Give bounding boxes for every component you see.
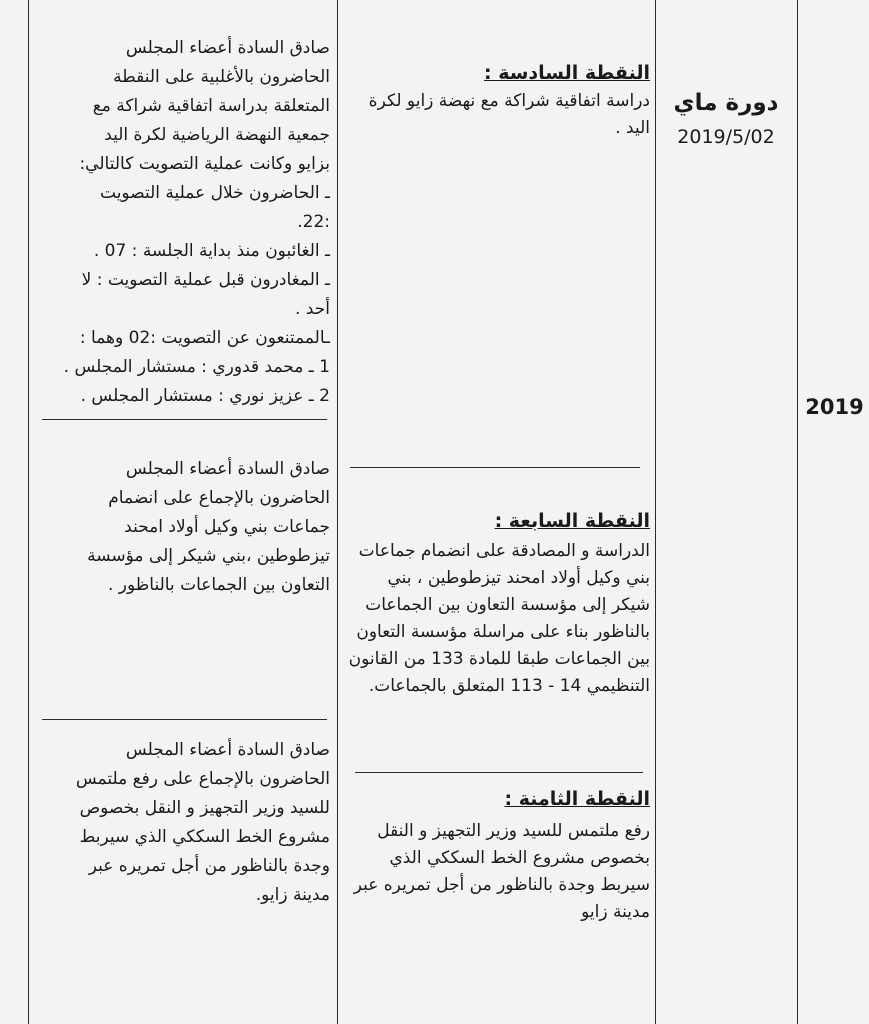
agenda-item-7 (345, 508, 650, 700)
decision-line: جماعات بني وكيل أولاد امحند (124, 517, 330, 537)
decision-line: ـ المغادرون قبل عملية التصويت : لا (81, 270, 330, 290)
session-date: 2019/5/02 (677, 126, 775, 148)
decision-line: صادق السادة أعضاء المجلس (125, 459, 330, 479)
decision-line: الحاضرون بالأغلبية على النقطة (113, 67, 330, 87)
decision-line: :22. (297, 212, 330, 232)
decision-line: 1 ـ محمد قدوري : مستشار المجلس . (63, 357, 330, 377)
decision-separator-2 (42, 719, 327, 720)
decision-line: للسيد وزير التجهيز و النقل بخصوص (79, 798, 330, 818)
decision-line: جمعية النهضة الرياضية لكرة اليد (104, 125, 330, 145)
column-divider-agenda (655, 0, 656, 1024)
table-border-left (28, 0, 29, 1024)
session-cell (660, 88, 792, 150)
decision-line: ـ الغائبون منذ بداية الجلسة : 07 . (93, 241, 330, 261)
decision-line: مدينة زايو. (255, 885, 330, 905)
decision-item-6 (35, 34, 330, 411)
agenda-item-7-body: الدراسة و المصادقة على انضمام جماعات بني وكيل أولاد امحند تيزطوطين ، بني شيكر إلى مؤسسة التعاون بين الجماعات بالناظور بناء على مراسلة مؤسسة التعاون بين الجماعات طبقا للمادة 133 من القانون التنظيمي 14 - 113 المتعلق بالجماعات. (348, 541, 650, 696)
decision-item-7 (35, 455, 330, 600)
agenda-item-8-body: رفع ملتمس للسيد وزير التجهيز و النقل بخصوص مشروع الخط السككي الذي سيربط وجدة بالناظور من أجل تمريره عبر مدينة زايو (353, 821, 650, 922)
agenda-item-6 (345, 60, 650, 142)
decision-line: ـ الحاضرون خلال عملية التصويت (100, 183, 330, 203)
year-label: 2019 (805, 395, 864, 419)
decision-line: مشروع الخط السككي الذي سيربط (79, 827, 330, 847)
decision-line: 2 ـ عزيز نوري : مستشار المجلس . (80, 386, 330, 406)
decision-line: التعاون بين الجماعات بالناظور . (107, 575, 330, 595)
year-cell (800, 395, 869, 419)
decision-line: صادق السادة أعضاء المجلس (125, 740, 330, 760)
decision-line: تيزطوطين ،بني شيكر إلى مؤسسة (87, 546, 330, 566)
agenda-item-8 (345, 786, 650, 926)
decision-line: الحاضرون بالإجماع على انضمام (108, 488, 330, 508)
decision-item-8 (35, 736, 330, 910)
decision-line: وجدة بالناظور من أجل تمريره عبر (88, 856, 330, 876)
column-divider-session (797, 0, 798, 1024)
column-divider-decision (337, 0, 338, 1024)
agenda-separator-2 (355, 772, 643, 773)
agenda-item-7-title: النقطة السابعة : (494, 510, 650, 532)
session-title: دورة ماي (673, 90, 779, 116)
decision-line: بزايو وكانت عملية التصويت كالتالي: (79, 154, 330, 174)
agenda-separator-1 (350, 467, 640, 468)
decision-line: الحاضرون بالإجماع على رفع ملتمس (75, 769, 330, 789)
agenda-item-8-title: النقطة الثامنة : (504, 788, 650, 810)
agenda-item-6-body: دراسة اتفاقية شراكة مع نهضة زايو لكرة اليد . (368, 91, 650, 138)
decision-line: أحد . (295, 299, 330, 319)
decision-separator-1 (42, 419, 327, 420)
decision-line: ـالممتنعون عن التصويت :02 وهما : (79, 328, 330, 348)
agenda-item-6-title: النقطة السادسة : (483, 62, 650, 84)
decision-line: صادق السادة أعضاء المجلس (125, 38, 330, 58)
decision-line: المتعلقة بدراسة اتفاقية شراكة مع (92, 96, 330, 116)
